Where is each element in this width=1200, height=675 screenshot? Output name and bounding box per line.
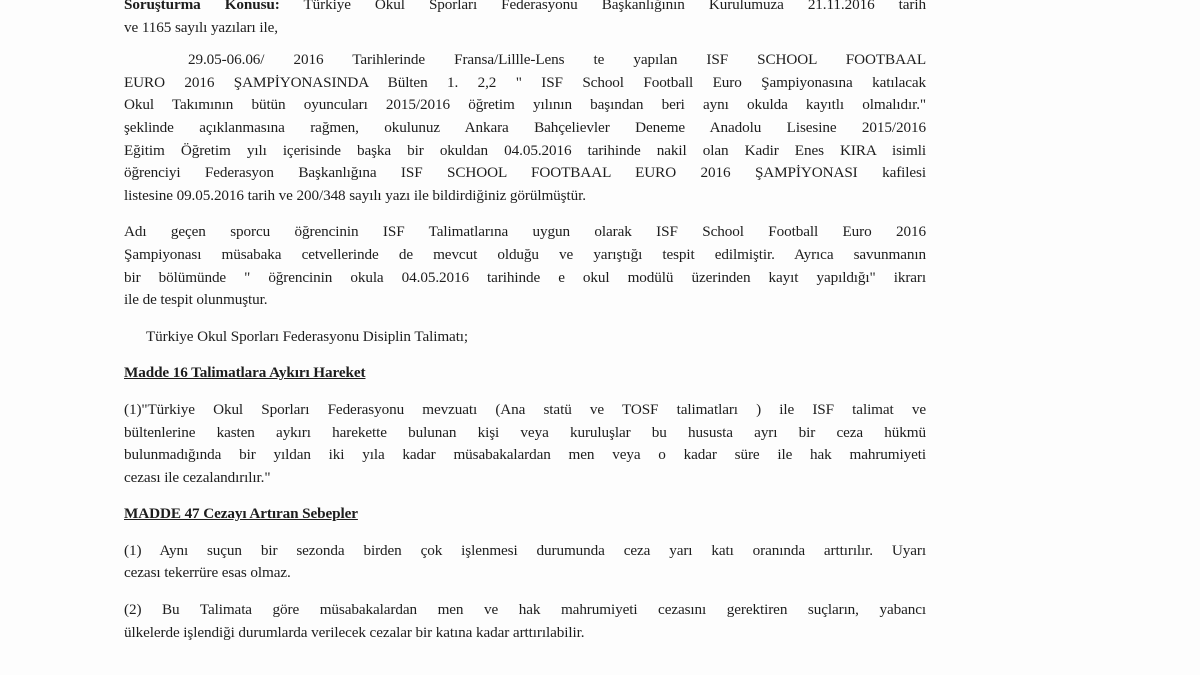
intro-line-2: ve 1165 sayılı yazıları ile, — [124, 18, 278, 36]
paragraph-1-line: Okul Takımının bütün oyuncuları 2015/2016 öğretim yılının başından beri aynı okulda kayıtlı olmalıdır." — [124, 96, 926, 114]
paragraph-1-line: şeklinde açıklanmasına rağmen, okulunuz Ankara Bahçelievler Deneme Anadolu Lisesine 2015/2016 — [124, 118, 926, 136]
paragraph-1-line: öğrenciyi Federasyon Başkanlığına ISF SCHOOL FOOTBAAL EURO 2016 ŞAMPİYONASI kafilesi — [124, 164, 926, 182]
article-47-item-1 — [124, 540, 926, 585]
article-16-line: cezası ile cezalandırılır." — [124, 468, 271, 486]
article-47-item-1-line: (1) Aynı suçun bir sezonda birden çok işlenmesi durumunda ceza yarı katı oranında arttırılır. Uyarı — [124, 541, 926, 559]
article-16-body — [124, 399, 926, 489]
article-47-title — [124, 503, 926, 526]
article-16-line: bulunmadığında bir yıldan iki yıla kadar müsabakalardan men veya o kadar süre ile hak mahrumiyeti — [124, 446, 926, 464]
paragraph-1-line: EURO 2016 ŞAMPİYONASINDA Bülten 1. 2,2 " ISF School Football Euro Şampiyonasına katılacak — [124, 73, 926, 91]
discipline-heading — [124, 326, 926, 349]
article-47-item-2-line: (2) Bu Talimata göre müsabakalardan men ve hak mahrumiyeti cezasını gerektiren suçların, yabancı — [124, 601, 926, 619]
article-47-title-text: MADDE 47 Cezayı Artıran Sebepler — [124, 505, 358, 523]
paragraph-1 — [124, 49, 926, 207]
article-47-item-2-line: ülkelerde işlendiği durumlarda verilecek cezalar bir katına kadar arttırılabilir. — [124, 623, 585, 641]
article-47-item-1-line: cezası tekerrüre esas olmaz. — [124, 564, 291, 582]
document-body — [124, 0, 926, 644]
discipline-heading-text: Türkiye Okul Sporları Federasyonu Disiplin Talimatı; — [146, 327, 469, 345]
article-16-line: (1)"Türkiye Okul Sporları Federasyonu mevzuatı (Ana statü ve TOSF talimatları ) ile ISF talimat ve — [124, 400, 926, 418]
paragraph-1-line: Eğitim Öğretim yılı içerisinde başka bir okuldan 04.05.2016 tarihinde nakil olan Kadir Enes KIRA isimli — [124, 141, 926, 159]
intro-paragraph — [124, 0, 926, 39]
intro-label: Soruşturma Konusu: — [124, 0, 280, 13]
paragraph-1-line: listesine 09.05.2016 tarih ve 200/348 sayılı yazı ile bildirdiğiniz görülmüştür. — [124, 186, 586, 204]
article-16-line: bültenlerine kasten aykırı harekette bulunan kişi veya kuruluşlar bu hususta ayrı bir ceza hükmü — [124, 423, 926, 441]
intro-line-1-text: Türkiye Okul Sporları Federasyonu Başkanlığının Kurulumuza 21.11.2016 tarih — [279, 0, 926, 13]
article-16-title-text: Madde 16 Talimatlara Aykırı Hareket — [124, 364, 366, 382]
paragraph-2-line: Şampiyonası müsabaka cetvellerinde de mevcut olduğu ve yarıştığı tespit edilmiştir. Ayrıca savunmanın — [124, 245, 926, 263]
paragraph-2-line: bir bölümünde " öğrencinin okula 04.05.2016 tarihinde e okul modülü üzerinden kayıt yapıldığı" ikrarı — [124, 268, 926, 286]
intro-line-1 — [124, 0, 926, 17]
article-16-title — [124, 362, 926, 385]
paragraph-2-line: ile de tespit olunmuştur. — [124, 291, 268, 309]
article-47-item-2 — [124, 599, 926, 644]
paragraph-1-line: 29.05-06.06/ 2016 Tarihlerinde Fransa/Lillle-Lens te yapılan ISF SCHOOL FOOTBAAL — [188, 51, 926, 69]
paragraph-2 — [124, 221, 926, 311]
paragraph-2-line: Adı geçen sporcu öğrencinin ISF Talimatlarına uygun olarak ISF School Football Euro 2016 — [124, 223, 926, 241]
